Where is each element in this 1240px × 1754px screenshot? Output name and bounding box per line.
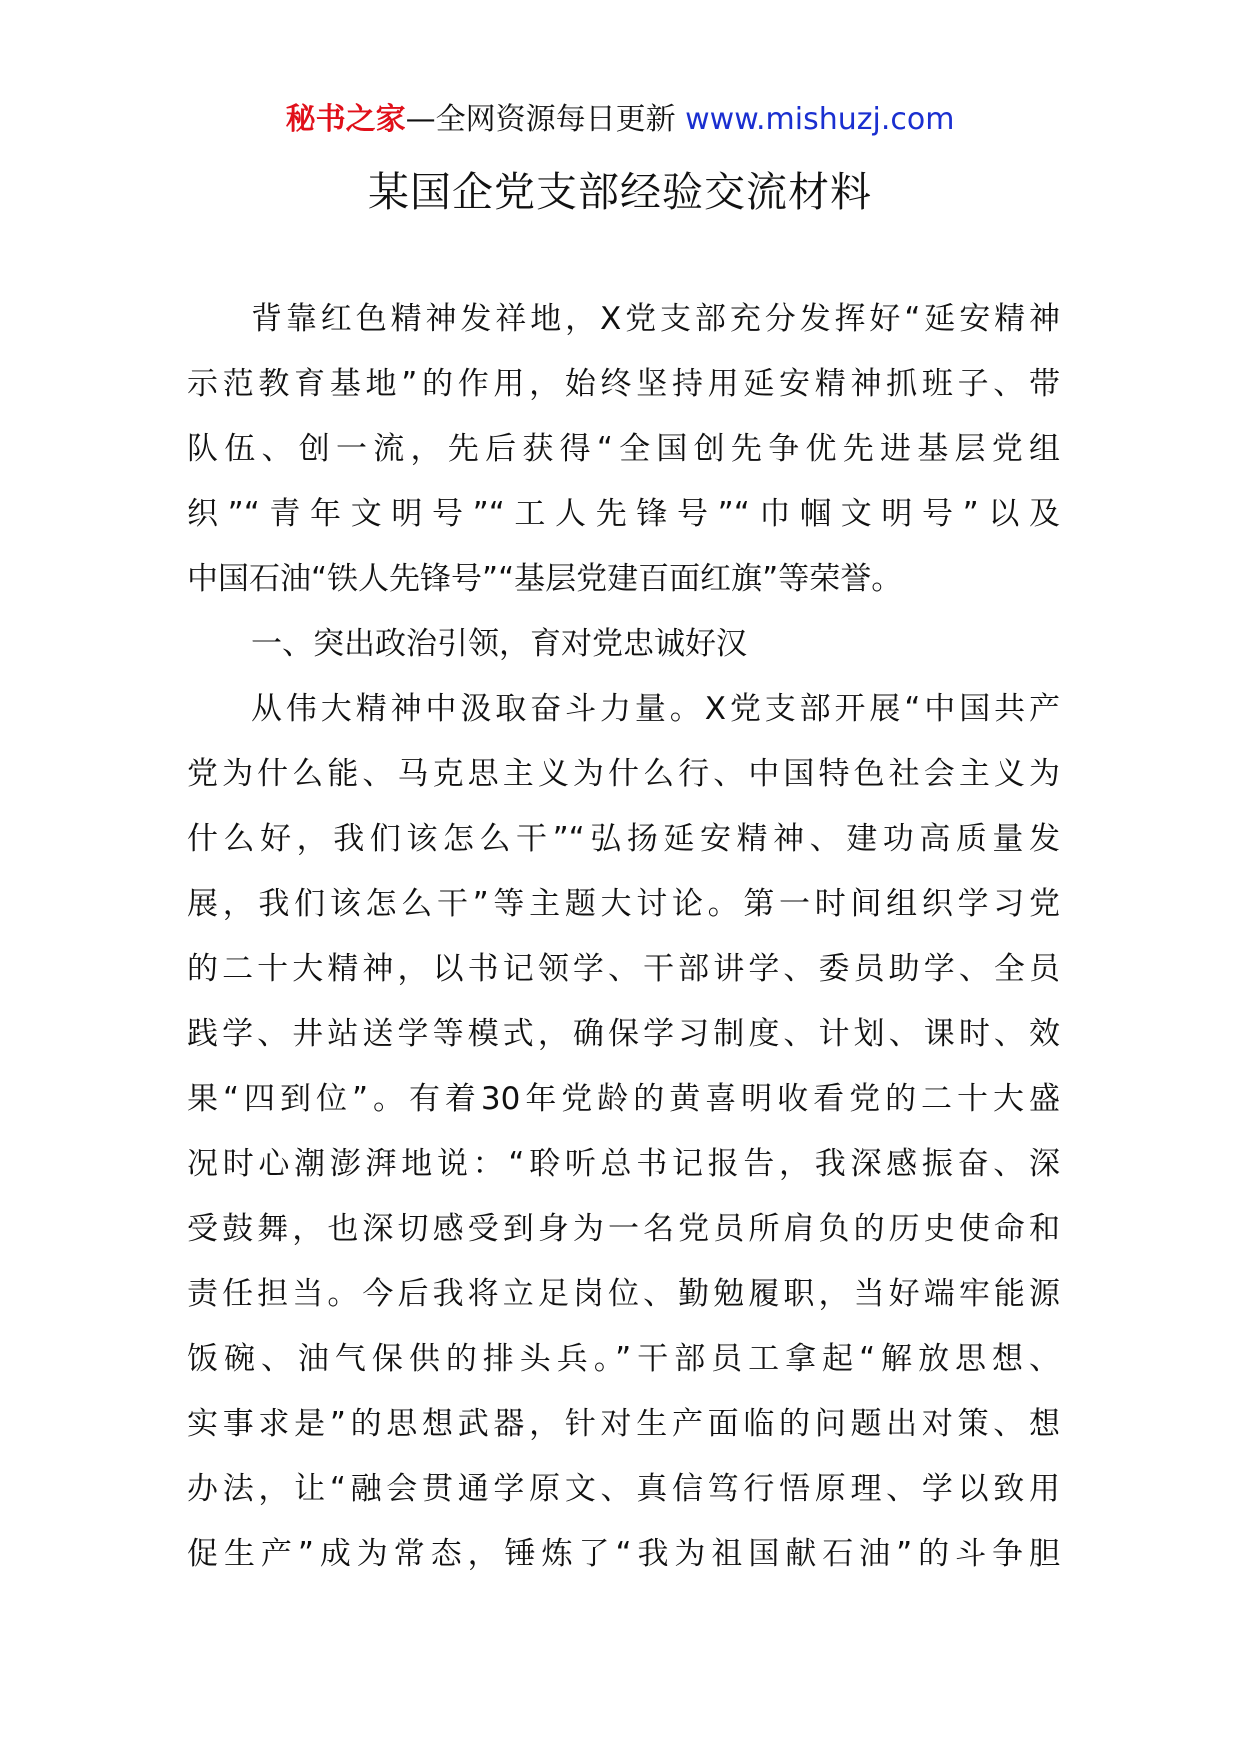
body-line: 织”“青年文明号”“工人先锋号”“巾帼文明号”以及	[187, 496, 1060, 532]
document-title: 某国企党支部经验交流材料	[368, 168, 872, 216]
body-line: 队伍、创一流，先后获得“全国创先争优先进基层党组	[187, 431, 1060, 467]
site-tagline: —全网资源每日更新	[405, 102, 676, 137]
body-line: 践学、井站送学等模式，确保学习制度、计划、课时、效	[187, 1016, 1060, 1052]
body-line: 果“四到位”。有着30年党龄的黄喜明收看党的二十大盛	[187, 1081, 1060, 1117]
body-line: 况时心潮澎湃地说：“聆听总书记报告，我深感振奋、深	[187, 1146, 1060, 1182]
body-line: 从伟大精神中汲取奋斗力量。X党支部开展“中国共产	[251, 691, 1060, 727]
body-line: 饭碗、油气保供的排头兵。”干部员工拿起“解放思想、	[187, 1341, 1060, 1377]
body-line: 什么好，我们该怎么干”“弘扬延安精神、建功高质量发	[187, 821, 1060, 857]
body-line: 受鼓舞，也深切感受到身为一名党员所肩负的历史使命和	[187, 1211, 1060, 1247]
body-line: 责任担当。今后我将立足岗位、勤勉履职，当好端牢能源	[187, 1276, 1060, 1312]
body-line: 示范教育基地”的作用，始终坚持用延安精神抓班子、带	[187, 366, 1060, 402]
body-line: 促生产”成为常态，锤炼了“我为祖国献石油”的斗争胆	[187, 1536, 1060, 1572]
body-line: 实事求是”的思想武器，针对生产面临的问题出对策、想	[187, 1406, 1060, 1442]
body-line: 的二十大精神，以书记领学、干部讲学、委员助学、全员	[187, 951, 1060, 987]
body-line: 展，我们该怎么干”等主题大讨论。第一时间组织学习党	[187, 886, 1060, 922]
body-line: 办法，让“融会贯通学原文、真信笃行悟原理、学以致用	[187, 1471, 1060, 1507]
site-brand: 秘书之家	[285, 102, 406, 137]
section-heading: 一、突出政治引领，育对党忠诚好汉	[251, 626, 747, 662]
site-header	[0, 100, 1240, 140]
body-line: 中国石油“铁人先锋号”“基层党建百面红旗”等荣誉。	[187, 561, 903, 597]
body-line: 背靠红色精神发祥地，X党支部充分发挥好“延安精神	[251, 301, 1060, 337]
document-body	[187, 287, 1060, 1587]
body-line: 党为什么能、马克思主义为什么行、中国特色社会主义为	[187, 756, 1060, 792]
site-url-link[interactable]: www.mishuzj.com	[685, 102, 955, 137]
